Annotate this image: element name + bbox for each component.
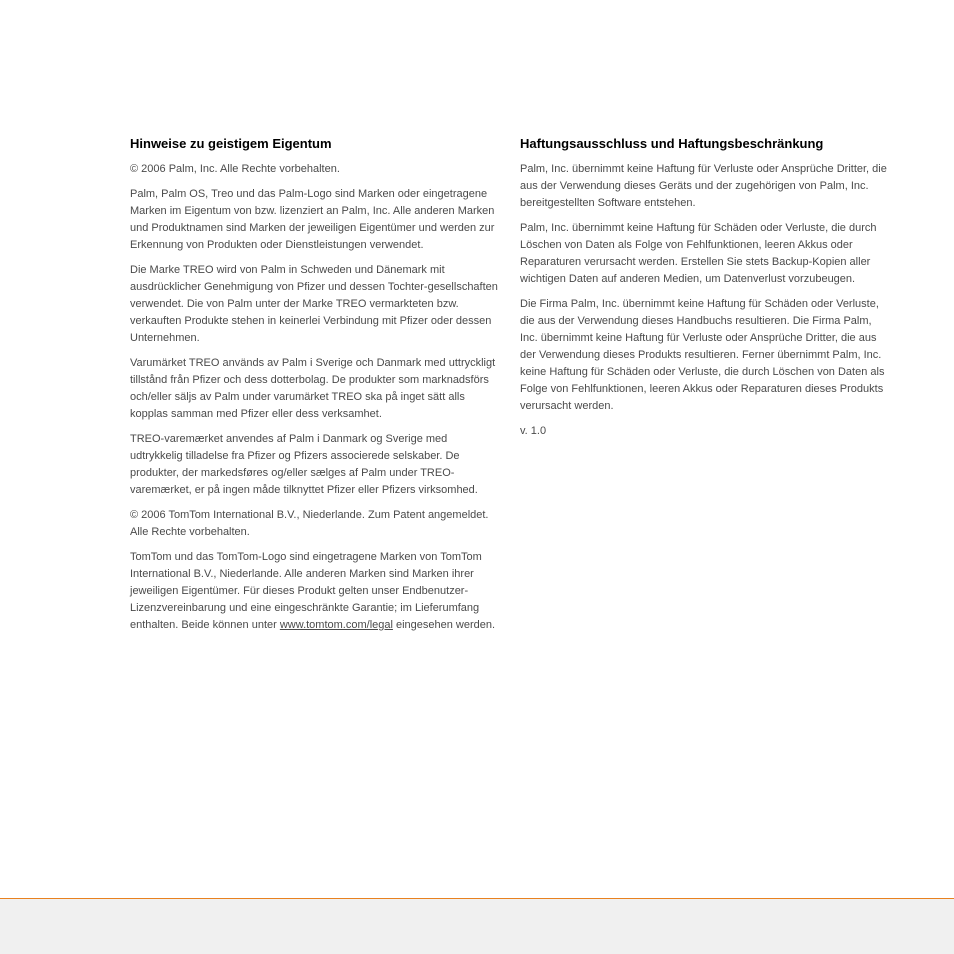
section-heading-ip: Hinweise zu geistigem Eigentum	[130, 136, 332, 151]
disclaimer-paragraph-3: Die Firma Palm, Inc. übernimmt keine Haftung für Schäden oder Verluste, die aus der Verwendung dieses Handbuchs resultieren. Die Firma Palm, Inc. übernimmt keine Haftung für Verluste oder Ansprüche Dritter, die aus der Verwendung dieses Produkts resultieren. Ferner übernimmt Palm, Inc. keine Haftung für Schäden oder Verluste, die durch Löschen von Daten als Folge von Fehlfunktionen, leeren Akkus oder Reparaturen dieses Produkts verursacht werden.	[520, 298, 885, 412]
tomtom-text-before: TomTom und das TomTom-Logo sind eingetragene Marken von TomTom International B.V., Niederlande. Alle anderen Marken sind Marken ihrer jeweiligen Eigentümer. Für dieses Produkt gelten unser Endbenutzer-Lizenzvereinbarung und eine eingeschränkte Garantie; im Lieferumfang enthalten. Beide können unter	[130, 551, 482, 631]
disclaimer-paragraph-1: Palm, Inc. übernimmt keine Haftung für Verluste oder Ansprüche Dritter, die aus der Verwendung dieses Geräts und der zugehörigen von Palm, Inc. bereitgestellten Software entstehen.	[520, 163, 887, 209]
copyright-tomtom-paragraph: © 2006 TomTom International B.V., Niederlande. Zum Patent angemeldet. Alle Rechte vorbehalten.	[130, 509, 489, 538]
treo-swedish-paragraph: Varumärket TREO används av Palm i Sverige och Danmark med uttryckligt tillstånd från Pfizer och dess dotterbolag. De produkter som marknadsförs och/eller säljs av Palm under varumärket TREO ska på inget sätt alls kopplas samman med Pfizer eller dess verksamhet.	[130, 357, 496, 420]
treo-german-paragraph: Die Marke TREO wird von Palm in Schweden und Dänemark mit ausdrücklicher Genehmigung von Pfizer und dessen Tochter-gesellschaften verwendet. Die von Palm unter der Marke TREO vermarkteten bzw. verkauften Produkte stehen in keinerlei Verbindung mit Pfizer oder dessen Unternehmen.	[130, 264, 498, 344]
tomtom-text-after: eingesehen werden.	[392, 619, 496, 631]
version-label: v. 1.0	[520, 425, 547, 437]
section-heading-disclaimer: Haftungsausschluss und Haftungsbeschränkung	[520, 136, 824, 151]
disclaimer-paragraph-2: Palm, Inc. übernimmt keine Haftung für Schäden oder Verluste, die durch Löschen von Daten als Folge von Fehlfunktionen, leeren Akkus oder Reparaturen verursacht werden. Erstellen Sie stets Backup-Kopien aller wichtigen Daten auf anderen Medien, um Datenverlust vorzubeugen.	[520, 222, 877, 285]
footer-band	[0, 899, 954, 954]
tomtom-trademarks-paragraph	[130, 549, 498, 634]
tomtom-legal-link[interactable]: www.tomtom.com/legal	[279, 619, 393, 631]
treo-danish-paragraph: TREO-varemærket anvendes af Palm i Danmark og Sverige med udtrykkelig tilladelse fra Pfizer og Pfizers associerede selskaber. De produkter, der markedsføres og/eller sælges af Palm under TREO-varemærket, er på ingen måde tilknyttet Pfizer eller Pfizers virksomhed.	[130, 433, 478, 496]
disclaimer-section	[520, 136, 892, 448]
copyright-palm-paragraph: © 2006 Palm, Inc. Alle Rechte vorbehalten.	[130, 163, 340, 175]
intellectual-property-section	[130, 136, 498, 642]
palm-trademarks-paragraph: Palm, Palm OS, Treo und das Palm-Logo sind Marken oder eingetragene Marken im Eigentum von bzw. lizenziert an Palm, Inc. Alle anderen Marken und Produktnamen sind Marken der jeweiligen Eigentümer und werden zur Erkennung von Produkten oder Dienstleistungen verwendet.	[130, 188, 495, 251]
